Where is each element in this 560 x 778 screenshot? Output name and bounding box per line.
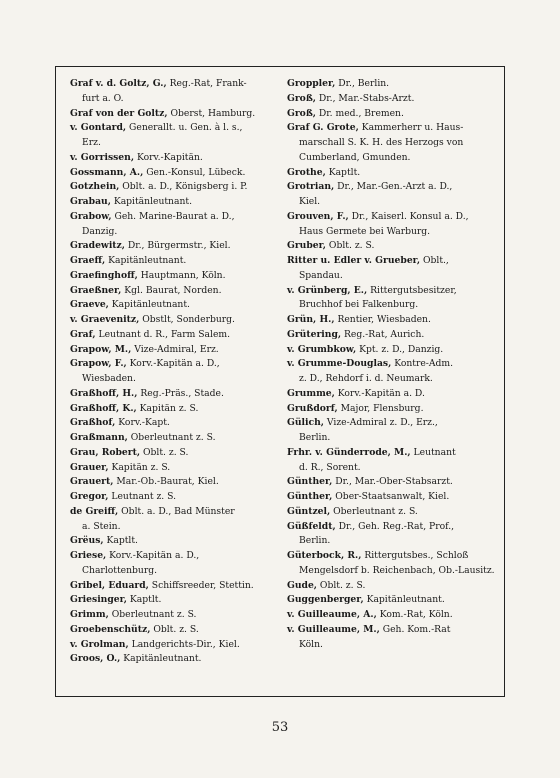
directory-entry <box>287 210 499 240</box>
entry-name: Guggenberger, <box>287 594 364 606</box>
entry-name: Grëus, <box>70 535 104 547</box>
entry-continuation: Bruchhof bei Falkenburg. <box>299 299 419 311</box>
directory-entry <box>287 357 499 387</box>
directory-entry <box>70 608 276 623</box>
directory-entry <box>70 490 276 505</box>
directory-entry <box>70 475 276 490</box>
entry-details: Korv.-Kapitän. <box>134 151 203 163</box>
entry-details: Kaptlt. <box>103 535 138 547</box>
directory-entry <box>70 195 276 210</box>
directory-entry <box>70 210 276 240</box>
entry-details: Generallt. u. Gen. à l. s., <box>126 122 243 134</box>
entry-details: Kgl. Baurat, Norden. <box>121 284 222 296</box>
entry-name: Grütering, <box>287 328 342 340</box>
entry-details: Kapitänleutnant. <box>105 255 187 266</box>
entry-name: Groebenschütz, <box>70 623 151 635</box>
directory-entry <box>70 387 276 402</box>
entry-name: Grün, H., <box>287 314 335 325</box>
entry-details: Geh. Marine-Baurat a. D., <box>111 210 235 222</box>
entry-details: Oberleutnant z. S. <box>330 505 418 517</box>
entry-name: Graefinghoff, <box>70 269 138 281</box>
entry-continuation: z. D., Rehdorf i. d. Neumark. <box>299 373 433 384</box>
entry-name: Graeßner, <box>70 284 122 296</box>
entry-name: v. Grolman, <box>70 638 129 650</box>
entry-details: Schiffsreeder, Stettin. <box>148 579 254 591</box>
entry-continuation: Danzig. <box>82 225 118 237</box>
directory-entry <box>70 446 276 461</box>
directory-entry <box>287 549 499 579</box>
entry-continuation: Berlin. <box>299 535 331 547</box>
entry-name: Günther, <box>287 491 333 502</box>
directory-entry <box>70 313 276 328</box>
entry-name: Grimm, <box>70 609 109 620</box>
entry-details: Oblt., <box>420 255 449 266</box>
entry-name: v. Gontard, <box>70 122 127 134</box>
entry-details: Reg.-Rat, Aurich. <box>341 328 425 340</box>
entry-name: v. Graevenitz, <box>70 314 140 325</box>
entry-details: Oblt. a. D., Königsberg i. P. <box>119 181 248 193</box>
entry-name: Graßhoff, H., <box>70 387 138 399</box>
entry-details: Kapitänleutnant. <box>110 196 192 207</box>
entry-name: Gossmann, A., <box>70 166 144 178</box>
entry-continuation: Kiel. <box>299 196 321 207</box>
entry-name: Grouven, F., <box>287 210 349 222</box>
directory-entry <box>70 121 276 151</box>
entry-details: Oblt. z. S. <box>317 579 366 591</box>
directory-entry <box>287 254 499 284</box>
entry-name: Graf von der Goltz, <box>70 107 168 119</box>
entry-details: Hauptmann, Köln. <box>137 269 226 281</box>
entry-name: Grumme, <box>287 387 335 399</box>
directory-entry <box>70 461 276 476</box>
entry-name: Griese, <box>70 550 107 561</box>
directory-entry <box>287 593 499 608</box>
entry-details: Dr., Mar.-Ober-Stabsarzt. <box>332 476 453 488</box>
directory-entry <box>287 608 499 623</box>
directory-entry <box>70 652 276 667</box>
entry-name: Grau, Robert, <box>70 446 141 458</box>
entry-details: Korv.-Kapitän a. D., <box>106 550 200 561</box>
entry-details: Oblt. z. S. <box>140 446 189 458</box>
entry-details: Leutnant d. R., Farm Salem. <box>95 328 231 340</box>
directory-entry <box>70 549 276 579</box>
entry-details: Obstlt, Sonderburg. <box>139 314 235 325</box>
entry-continuation: Erz. <box>82 137 101 148</box>
entry-name: Günther, <box>287 476 333 488</box>
entry-name: Güterbock, R., <box>287 550 362 561</box>
entry-name: Frhr. v. Günderrode, M., <box>287 446 411 458</box>
directory-entry <box>70 343 276 358</box>
entry-details: Dr., Mar.-Gen.-Arzt a. D., <box>334 181 453 193</box>
entry-details: Oberst, Hamburg. <box>167 107 256 119</box>
entry-details: Dr. med., Bremen. <box>316 107 404 119</box>
entry-details: Dr., Geh. Reg.-Rat, Prof., <box>335 520 455 532</box>
directory-entry <box>70 284 276 299</box>
directory-entry <box>287 313 499 328</box>
directory-entry <box>287 490 499 505</box>
directory-entry <box>70 180 276 195</box>
entry-details: Kapitänleutnant. <box>120 653 202 665</box>
entry-name: Gülich, <box>287 417 324 429</box>
entry-details: Reg.-Rat, Frank- <box>166 78 247 89</box>
directory-entry <box>70 298 276 313</box>
entry-details: Ober-Staatsanwalt, Kiel. <box>332 491 450 502</box>
entry-name: Graf G. Grote, <box>287 122 359 134</box>
directory-entry <box>70 151 276 166</box>
directory-entry <box>70 107 276 122</box>
entry-name: Graf v. d. Goltz, G., <box>70 78 167 89</box>
entry-details: Dr., Mar.-Stabs-Arzt. <box>316 92 415 104</box>
entry-details: Kontre-Adm. <box>391 358 454 370</box>
directory-entry <box>287 328 499 343</box>
entry-continuation: Spandau. <box>299 269 343 281</box>
entry-details: Kaptlt. <box>127 594 162 606</box>
directory-entry <box>287 505 499 520</box>
entry-details: Korv.-Kapt. <box>115 417 170 429</box>
entry-continuation: Charlottenburg. <box>82 564 158 576</box>
entry-details: Kpt. z. D., Danzig. <box>356 343 444 355</box>
entry-details: Oberleutnant z. S. <box>108 609 197 620</box>
entry-name: Graßhof, <box>70 417 116 429</box>
entry-name: Gotzhein, <box>70 181 120 193</box>
directory-entry <box>287 387 499 402</box>
entry-details: Mar.-Ob.-Baurat, Kiel. <box>113 476 219 488</box>
entry-name: Güßfeldt, <box>287 520 336 532</box>
directory-entry <box>70 505 276 535</box>
directory-entry <box>70 431 276 446</box>
page-frame <box>55 66 505 697</box>
directory-entry <box>70 534 276 549</box>
entry-name: Grauer, <box>70 461 109 473</box>
entry-name: Grabow, <box>70 210 112 222</box>
entry-name: v. Grumme-Douglas, <box>287 358 392 370</box>
entry-details: Kapitän z. S. <box>108 461 171 473</box>
entry-name: Gradewitz, <box>70 240 125 252</box>
directory-entry <box>70 579 276 594</box>
entry-details: Korv.-Kapitän a. D. <box>334 387 425 399</box>
entry-details: Kaptlt. <box>325 166 361 178</box>
entry-details: Dr., Bürgermstr., Kiel. <box>124 240 231 252</box>
directory-entry <box>70 328 276 343</box>
entry-details: Kammerherr u. Haus- <box>358 122 464 134</box>
entry-continuation: furt a. O. <box>82 92 124 104</box>
directory-entry <box>70 623 276 638</box>
entry-continuation: a. Stein. <box>82 520 121 532</box>
entry-details: Oblt. a. D., Bad Münster <box>118 505 235 517</box>
entry-details: Rentier, Wiesbaden. <box>334 314 431 325</box>
entry-continuation: Wiesbaden. <box>82 373 136 384</box>
directory-entry <box>287 446 499 476</box>
entry-continuation: Köln. <box>299 638 323 650</box>
entry-details: Rittergutsbesitzer, <box>367 284 457 296</box>
entry-details: Kom.-Rat, Köln. <box>376 609 453 620</box>
directory-entry <box>287 579 499 594</box>
directory-entry <box>70 77 276 107</box>
entry-name: Grapow, M., <box>70 343 132 355</box>
entry-details: Dr., Berlin. <box>335 78 390 89</box>
entry-details: Rittergutsbes., Schloß <box>361 550 469 561</box>
directory-entry <box>287 520 499 550</box>
entry-name: v. Gorrissen, <box>70 151 135 163</box>
entry-name: Güntzel, <box>287 505 331 517</box>
directory-entry <box>287 180 499 210</box>
entry-continuation: Mengelsdorf b. Reichenbach, Ob.-Lausitz. <box>299 564 495 576</box>
entry-details: Kapitänleutnant. <box>108 299 190 311</box>
entry-name: Gude, <box>287 579 317 591</box>
entry-details: Leutnant <box>410 446 456 458</box>
entry-details: Landgerichts-Dir., Kiel. <box>128 638 240 650</box>
entry-name: Groß, <box>287 107 316 119</box>
directory-entry <box>70 593 276 608</box>
directory-entry <box>70 357 276 387</box>
entry-name: Groppler, <box>287 78 336 89</box>
directory-entry <box>287 343 499 358</box>
entry-name: Graeff, <box>70 255 106 266</box>
entry-details: Vize-Admiral, Erz. <box>131 343 219 355</box>
entry-details: Oberleutnant z. S. <box>127 432 216 443</box>
entry-continuation: Berlin. <box>299 432 331 443</box>
left-column <box>70 77 276 667</box>
entry-name: Gruber, <box>287 240 327 252</box>
entry-name: v. Grumbkow, <box>287 343 357 355</box>
directory-entry <box>287 623 499 653</box>
entry-details: Korv.-Kapitän a. D., <box>126 358 220 370</box>
entry-name: Ritter u. Edler v. Grueber, <box>287 255 421 266</box>
entry-name: Grußdorf, <box>287 402 338 414</box>
entry-details: Vize-Admiral z. D., Erz., <box>323 417 438 429</box>
entry-details: Leutnant z. S. <box>108 491 177 502</box>
entry-name: Graeve, <box>70 299 109 311</box>
entry-name: Graf, <box>70 328 96 340</box>
directory-entry <box>287 402 499 417</box>
right-column <box>287 77 499 652</box>
entry-name: de Greiff, <box>70 505 119 517</box>
entry-name: Grotrian, <box>287 181 335 193</box>
entry-name: Griesinger, <box>70 594 128 606</box>
directory-entry <box>287 284 499 314</box>
entry-continuation: Haus Germete bei Warburg. <box>299 225 431 237</box>
entry-name: Gribel, Eduard, <box>70 579 149 591</box>
directory-entry <box>287 107 499 122</box>
entry-name: Groß, <box>287 92 316 104</box>
entry-details: Kapitän z. S. <box>136 402 199 414</box>
entry-name: Graßhoff, K., <box>70 402 137 414</box>
entry-name: Grapow, F., <box>70 358 127 370</box>
entry-details: Oblt. z. S. <box>150 623 199 635</box>
entry-details: Oblt. z. S. <box>326 240 375 252</box>
directory-entry <box>287 416 499 446</box>
entry-details: Reg.-Präs., Stade. <box>137 387 224 399</box>
page-number: 53 <box>271 720 289 735</box>
directory-entry <box>287 166 499 181</box>
entry-continuation: marschall S. K. H. des Herzogs von Cumberland, Gmunden. <box>299 137 464 163</box>
entry-continuation: d. R., Sorent. <box>299 461 361 473</box>
directory-entry <box>70 254 276 269</box>
entry-name: Groos, O., <box>70 653 121 665</box>
directory-entry <box>70 166 276 181</box>
entry-details: Dr., Kaiserl. Konsul a. D., <box>348 210 469 222</box>
entry-name: v. Grünberg, E., <box>287 284 368 296</box>
entry-name: Graßmann, <box>70 432 128 443</box>
entry-details: Kapitänleutnant. <box>363 594 445 606</box>
directory-entry <box>70 269 276 284</box>
entry-details: Gen.-Konsul, Lübeck. <box>143 166 246 178</box>
entry-name: Grothe, <box>287 166 326 178</box>
entry-details: Major, Flensburg. <box>337 402 424 414</box>
directory-entry <box>70 638 276 653</box>
entry-name: Grabau, <box>70 196 111 207</box>
directory-entry <box>70 402 276 417</box>
directory-entry <box>287 121 499 165</box>
directory-entry <box>287 475 499 490</box>
entry-name: Grauert, <box>70 476 114 488</box>
directory-entry <box>287 77 499 92</box>
directory-entry <box>287 92 499 107</box>
entry-name: v. Guilleaume, M., <box>287 623 380 635</box>
entry-name: Gregor, <box>70 491 109 502</box>
directory-entry <box>70 239 276 254</box>
directory-entry <box>287 239 499 254</box>
directory-entry <box>70 416 276 431</box>
entry-details: Geh. Kom.-Rat <box>379 623 451 635</box>
entry-name: v. Guilleaume, A., <box>287 609 377 620</box>
